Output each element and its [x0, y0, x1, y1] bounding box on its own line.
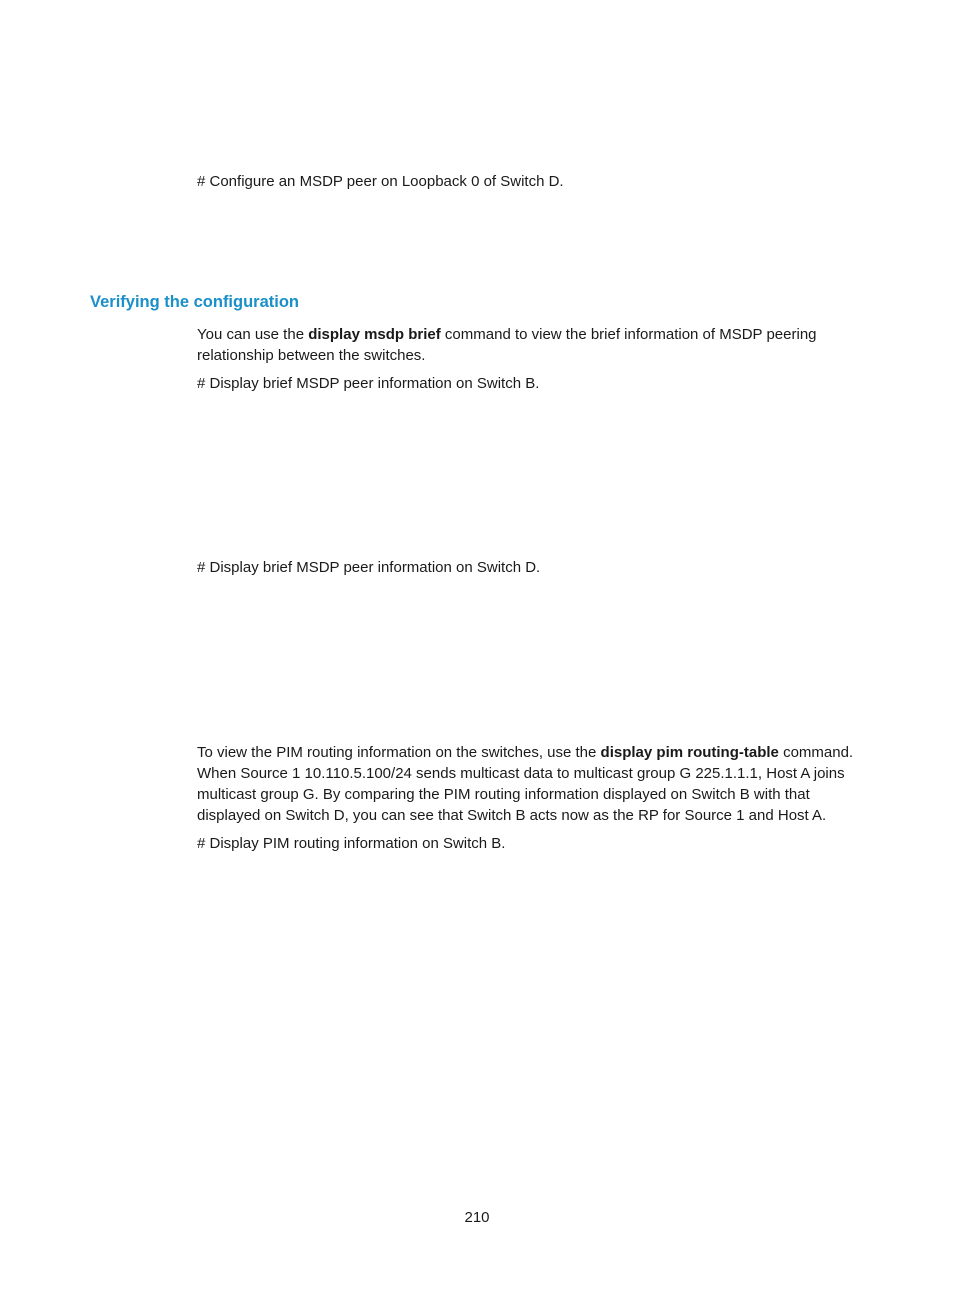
display-switch-b-paragraph: # Display brief MSDP peer information on Switch B. — [197, 375, 540, 392]
intro-text-post: command to view the brief information of MSDP peering relationship between the switches. — [197, 326, 817, 364]
display-switch-d-paragraph: # Display brief MSDP peer information on Switch D. — [197, 559, 541, 576]
page-number: 210 — [464, 1209, 490, 1226]
section-heading: Verifying the configuration — [90, 293, 300, 311]
pim-intro-paragraph — [197, 742, 869, 826]
display-msdp-brief-command: display msdp brief — [308, 326, 441, 343]
intro-text-pre: You can use the — [197, 326, 309, 343]
pim-text-pre: To view the PIM routing information on the switches, use the — [197, 744, 601, 761]
pim-text-post: command. When Source 1 10.110.5.100/24 sends multicast data to multicast group G 225.1.1.1, Host A joins multicast group G. By comparing the PIM routing information displayed on Switch B with that displayed on Switch D, you can see that Switch B acts now as the RP for Source 1 and Host A. — [197, 744, 854, 824]
intro-paragraph — [197, 324, 869, 366]
display-pim-routing-table-command: display pim routing-table — [600, 744, 779, 761]
configure-peer-paragraph: # Configure an MSDP peer on Loopback 0 of Switch D. — [197, 173, 564, 190]
display-pim-switch-b-paragraph: # Display PIM routing information on Switch B. — [197, 835, 506, 852]
